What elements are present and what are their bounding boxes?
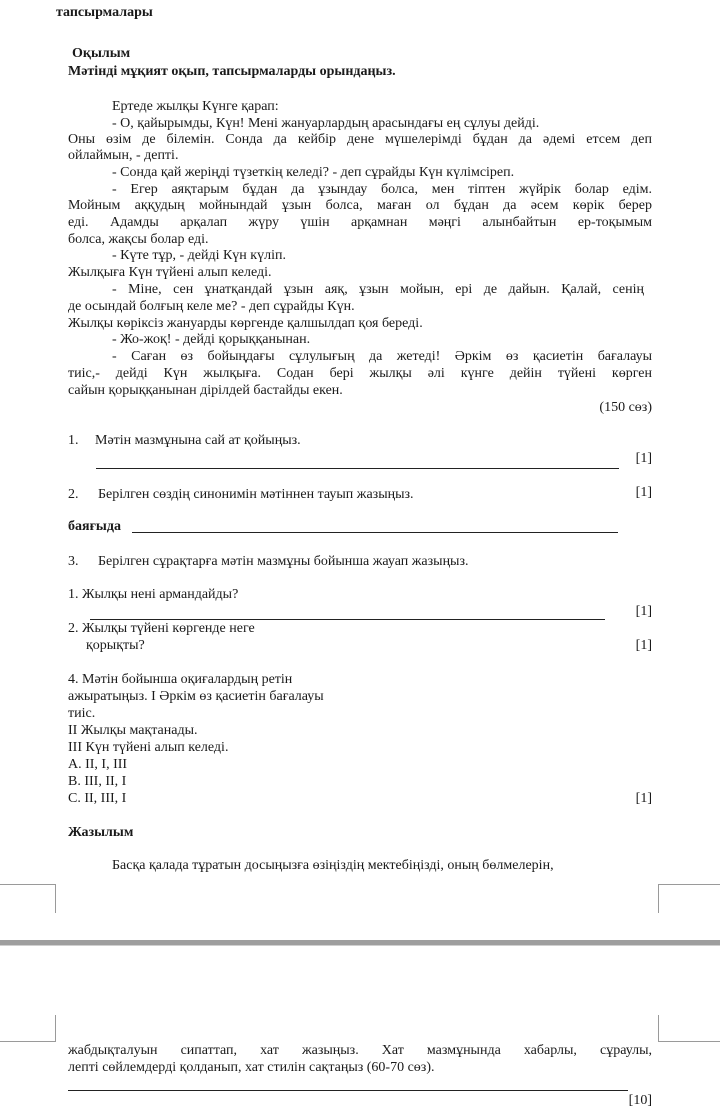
task3-question1: 1. Жылқы нені армандайды?: [68, 587, 239, 602]
page-corner-mark: [0, 1015, 56, 1042]
text-line: Мойным аққудың мойнындай ұзын болса, маған ол бұдан да әсем көрік берер: [68, 198, 652, 213]
task2-text: Берілген сөздің синонимін мәтіннен тауып жазыңыз.: [98, 487, 414, 502]
word-count: (150 сөз): [599, 400, 652, 415]
text-line: - Міне, сен ұнатқандай ұзын аяқ, ұзын мойын, ері де дайын. Қалай, сенің: [112, 282, 644, 297]
text-line: - Сонда қай жеріңді түзеткің келеді? - деп сұрайды Күн күлімсіреп.: [112, 165, 515, 180]
task1-answer-line[interactable]: [96, 468, 619, 469]
task4-option: C. II, III, I: [68, 791, 127, 806]
task4-line: 4. Мәтін бойынша оқиғалардың ретін: [68, 672, 293, 687]
text-line: еді. Адамды арқалап жүру үшін арқамнан мәңгі алынбайтын ер-тоқымым: [68, 215, 652, 230]
task1-mark: [1]: [635, 451, 652, 466]
task2-mark: [1]: [635, 485, 652, 500]
text-line: - Саған өз бойыңдағы сұлулығың да жетеді! Әркім өз қасиетін бағалауы: [112, 349, 652, 364]
task3-q1-mark: [1]: [635, 604, 652, 619]
text-line: - О, қайырымды, Күн! Мені жануарлардың арасындағы ең сұлуы дейді.: [112, 116, 540, 131]
text-line: болса, жақсы болар еді.: [68, 232, 209, 247]
task1-text: Мәтін мазмұнына сай ат қойыңыз.: [95, 433, 301, 448]
text-line: - Егер аяқтарым бұдан да ұзындау болса, мен тіптен жүйрік болар едім.: [112, 182, 652, 197]
text-line: сайын қорыққанынан дірілдей бастайды екен.: [68, 383, 343, 398]
task2-answer-line[interactable]: [132, 532, 618, 533]
reading-heading: Оқылым: [72, 46, 131, 61]
task4-line: ажыратыңыз. I Әркім өз қасиетін бағалауы: [68, 689, 324, 704]
task3-number: 3.: [68, 554, 79, 569]
text-line: Жылқыға Күн түйені алып келеді.: [68, 265, 272, 280]
task2-word: баяғыда: [68, 519, 121, 534]
page-corner-mark: [0, 884, 56, 913]
writing-mark: [10]: [628, 1093, 652, 1108]
page-corner-mark: [658, 1015, 720, 1042]
top-fragment: тапсырмалары: [56, 5, 153, 20]
writing-text-line3: лепті сөйлемдерді қолданып, хат стилін сақтаңыз (60-70 сөз).: [68, 1060, 435, 1075]
task3-text: Берілген сұрақтарға мәтін мазмұны бойынша жауап жазыңыз.: [98, 554, 469, 569]
page-corner-mark: [658, 884, 720, 913]
task2-number: 2.: [68, 487, 79, 502]
text-line: - Күте тұр, - дейді Күн күліп.: [112, 248, 286, 263]
page-break-shadow: [0, 945, 720, 946]
text-line: Жылқы көріксіз жануарды көргенде қалшылдап қоя береді.: [68, 316, 423, 331]
writing-heading: Жазылым: [68, 825, 134, 840]
text-line: де осындай болғың келе ме? - деп сұрайды Күн.: [68, 299, 355, 314]
task4-option: A. II, I, III: [68, 757, 128, 772]
writing-text-line2: жабдықталуын сипаттап, хат жазыңыз. Хат мазмұнында хабарлы, сұраулы,: [68, 1043, 652, 1058]
task4-option: B. III, II, I: [68, 774, 127, 789]
text-line: Оны өзім де білемін. Сонда да кейбір дене мүшелерімді бұдан да әдемі етсем деп: [68, 132, 652, 147]
writing-answer-line[interactable]: [68, 1090, 628, 1091]
task3-question2-line2: қорықты?: [86, 638, 145, 653]
task3-q2-mark: [1]: [635, 638, 652, 653]
task3-question2-line1: 2. Жылқы түйені көргенде неге: [68, 621, 255, 636]
text-line: Ертеде жылқы Күнге қарап:: [112, 99, 279, 114]
task4-line: II Жылқы мақтанады.: [68, 723, 198, 738]
text-line: тиіс,- дейді Күн жылқыға. Содан бері жылқы әлі күнге дейін түйені көрген: [68, 366, 652, 381]
text-line: ойлаймын, - депті.: [68, 148, 179, 163]
writing-text-line1: Басқа қалада тұратын досыңызға өзіңіздің мектебіңізді, оның бөлмелерін,: [112, 858, 554, 873]
task4-line: тиіс.: [68, 706, 96, 721]
task1-number: 1.: [68, 433, 79, 448]
reading-instruction: Мәтінді мұқият оқып, тапсырмаларды орындаңыз.: [68, 64, 396, 79]
task4-line: III Күн түйені алып келеді.: [68, 740, 229, 755]
task4-mark: [1]: [635, 791, 652, 806]
text-line: - Жо-жоқ! - дейді қорыққанынан.: [112, 332, 311, 347]
